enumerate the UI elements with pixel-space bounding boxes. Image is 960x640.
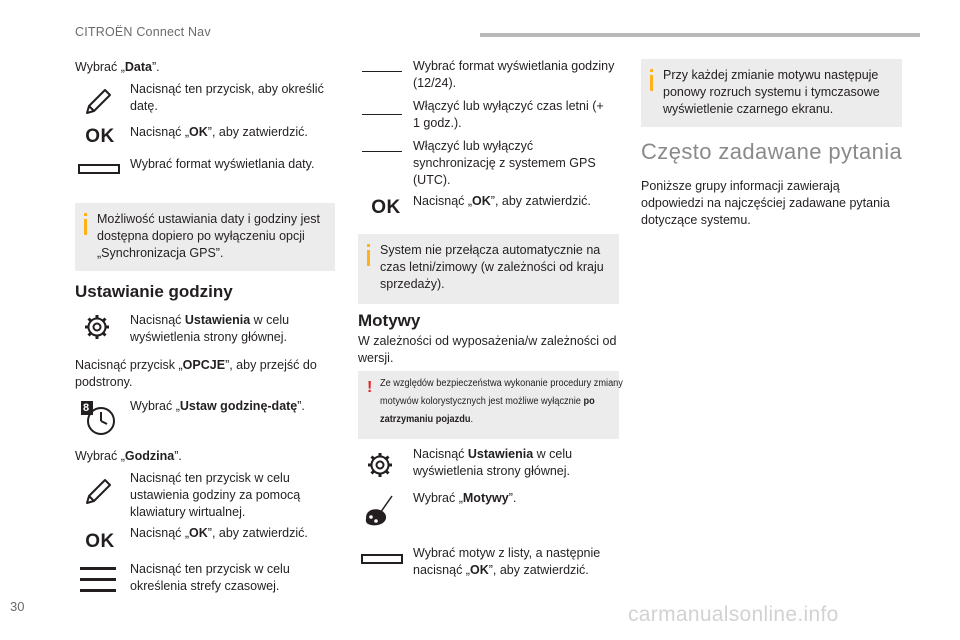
step-confirm-settings: Nacisnąć „OK”, aby zatwierdzić. [413,194,591,208]
para-faq: Poniższe grupy informacji zawierają odpowiedzi na najczęściej zadawane pytania dotyczące systemu. [641,179,890,227]
note-marker-icon [84,213,87,216]
section-heading-time: Ustawianie godziny [75,282,233,301]
ok-icon: OK [85,125,115,147]
ok-icon: OK [371,196,401,218]
format-bar-icon [361,552,403,566]
step-date-format: Wybrać format wyświetlania daty. [130,157,315,171]
warning-text: Ze względów bezpieczeństwa wykonanie procedury zmiany motywów kolorystycznych jest możliwe wyłącznie po zatrzymaniu pojazdu. [380,378,623,425]
info-note-dst [358,234,619,304]
step-open-settings: Nacisnąć Ustawienia w celu wyświetlenia strony głównej. [413,447,573,478]
clock-icon [80,399,118,437]
step-open-settings: Nacisnąć Ustawienia w celu wyświetlenia strony głównej. [130,313,290,344]
header-rule [480,33,920,37]
info-note-gps [75,203,335,271]
note-text: Możliwość ustawiania daty i godziny jest dostępna dopiero po wyłączeniu opcji „Synchronizacja GPS”. [97,212,321,260]
warning-icon: ! [367,379,373,396]
step-confirm-date: Nacisnąć „OK”, aby zatwierdzić. [130,125,308,139]
line-icon [362,68,402,74]
watermark: carmanualsonline.info [628,603,839,626]
step-time-zone: Nacisnąć ten przycisk w celu określenia strefy czasowej. [130,562,290,593]
step-gps-sync: Włączyć lub wyłączyć synchronizację z systemem GPS (UTC). [413,139,596,187]
section-heading-faq: Często zadawane pytania [641,139,903,164]
section-heading-themes: Motywy [358,311,421,330]
pencil-icon [80,474,116,510]
para-options: Nacisnąć przycisk „OPCJE”, aby przejść do podstrony. [75,358,317,389]
para-themes: W zależności od wyposażenia/w zależności od wersji. [358,334,617,365]
note-marker-icon [650,69,653,72]
step-select-themes: Wybrać „Motywy”. [413,491,517,505]
format-bar-icon [78,162,120,176]
pencil-icon [80,84,116,120]
ok-icon: OK [85,530,115,552]
page-number: 30 [10,599,25,614]
gear-icon [365,450,395,480]
intro-select-date: Wybrać „Data”. [75,60,160,74]
step-set-hour-keyboard: Nacisnąć ten przycisk w celu ustawienia godziny za pomocą klawiatury wirtualnej. [130,471,301,519]
info-note-restart [641,59,902,127]
note-text: System nie przełącza automatycznie na czas letni/zimowy (w zależności od kraju sprzedaży). [380,243,604,291]
list-icon [80,565,116,595]
gear-icon [82,312,112,342]
step-daylight-saving: Włączyć lub wyłączyć czas letni (+ 1 godz.). [413,99,604,130]
para-select-hour: Wybrać „Godzina”. [75,449,182,463]
step-set-time-date: Wybrać „Ustaw godzinę-datę”. [130,399,305,413]
line-icon [362,111,402,117]
note-marker-icon [367,244,370,247]
note-text: Przy każdej zmianie motywu następuje ponowy rozruch systemu i tymczasowe wyświetlenie czarnego ekranu. [663,68,880,116]
step-hour-format: Wybrać format wyświetlania godziny (12/24). [413,59,615,90]
line-icon [362,148,402,154]
clock-badge: 8 [83,402,90,414]
warning-note [358,371,623,439]
step-set-date: Nacisnąć ten przycisk, aby określić datę. [130,82,324,113]
palette-brush-icon [362,494,398,530]
step-choose-theme: Wybrać motyw z listy, a następnie nacisnąć „OK”, aby zatwierdzić. [413,546,601,577]
manual-title: CITROËN Connect Nav [75,25,211,39]
step-confirm-hour: Nacisnąć „OK”, aby zatwierdzić. [130,526,308,540]
